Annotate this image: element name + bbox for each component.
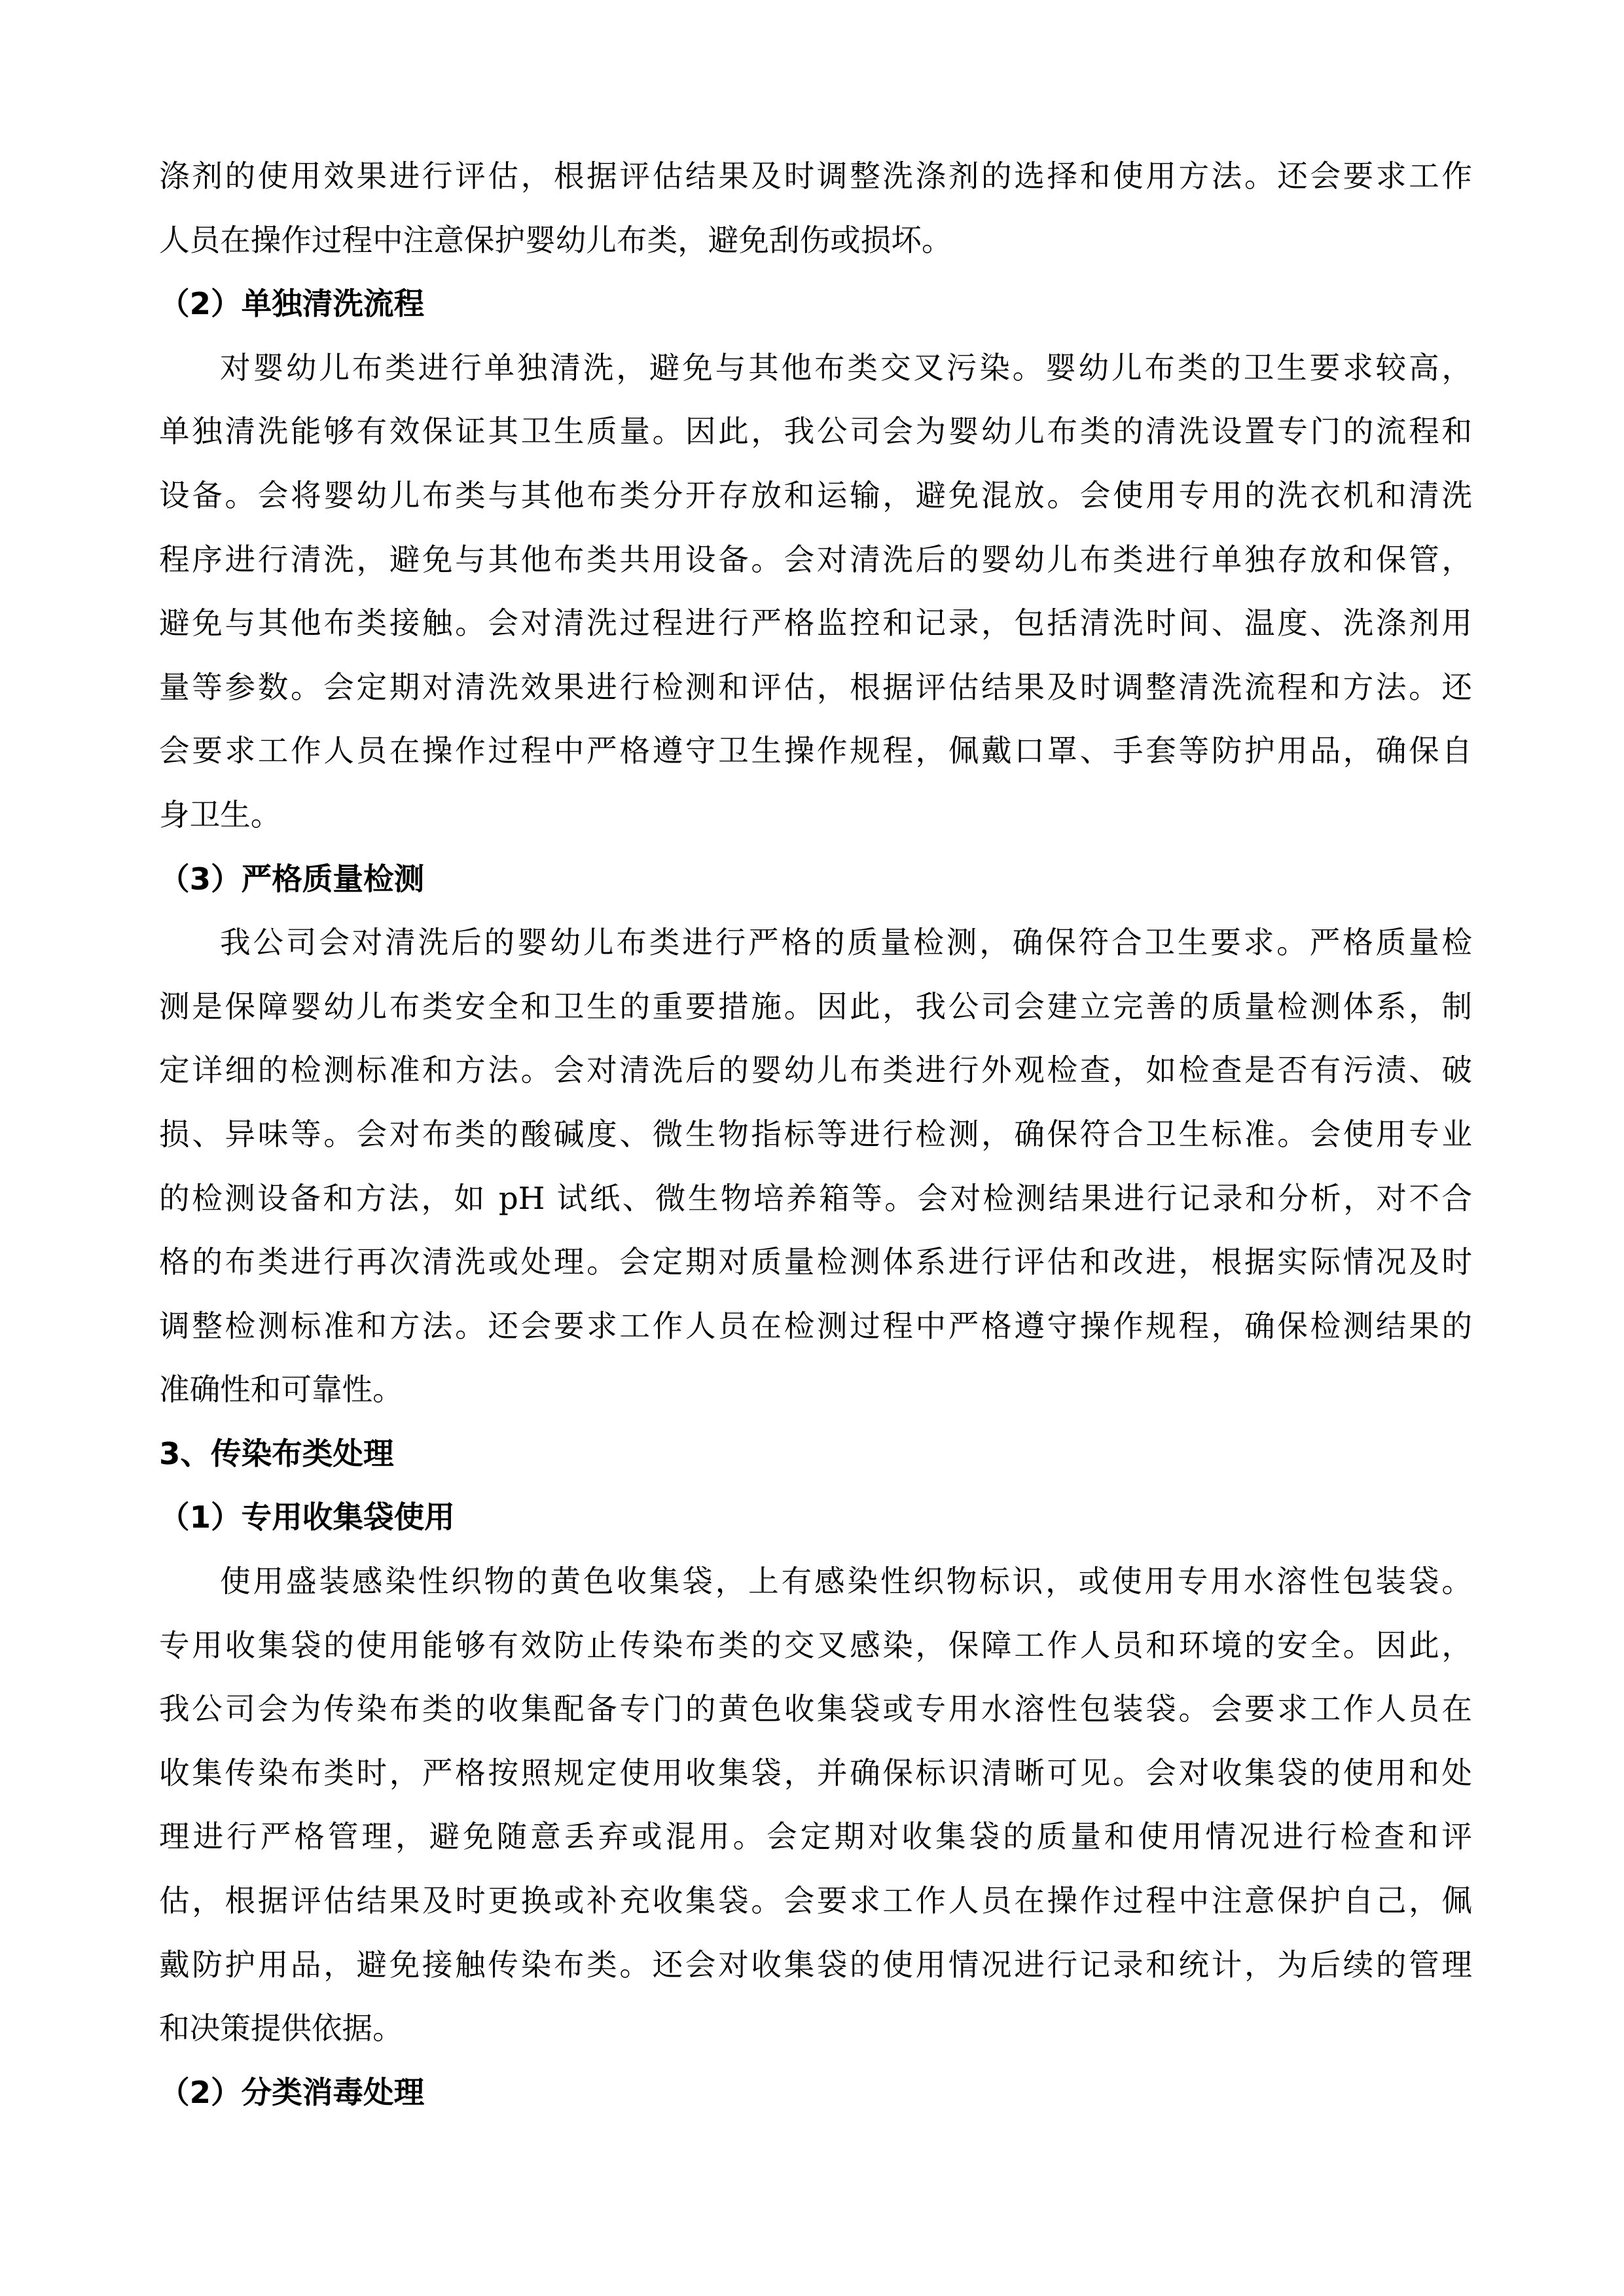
text-line: 我公司会为传染布类的收集配备专门的黄色收集袋或专用水溶性包装袋。会要求工作人员在: [159, 1691, 1472, 1727]
section-heading: （1）专用收集袋使用: [159, 1499, 455, 1535]
text-line: 调整检测标准和方法。还会要求工作人员在检测过程中严格遵守操作规程，确保检测结果的: [159, 1308, 1472, 1344]
text-line: 使用盛装感染性织物的黄色收集袋，上有感染性织物标识，或使用专用水溶性包装袋。: [220, 1564, 1472, 1600]
paragraph: [159, 145, 1472, 272]
text-line: 设备。会将婴幼儿布类与其他布类分开存放和运输，避免混放。会使用专用的洗衣机和清洗: [159, 477, 1472, 513]
text-line: 避免与其他布类接触。会对清洗过程进行严格监控和记录，包括清洗时间、温度、洗涤剂用: [159, 605, 1472, 641]
text-line: 对婴幼儿布类进行单独清洗，避免与其他布类交叉污染。婴幼儿布类的卫生要求较高，: [220, 350, 1472, 386]
text-line: 损、异味等。会对布类的酸碱度、微生物指标等进行检测，确保符合卫生标准。会使用专业: [159, 1116, 1472, 1152]
section-heading: （2）分类消毒处理: [159, 2074, 425, 2110]
text-line: 量等参数。会定期对清洗效果进行检测和评估，根据评估结果及时调整清洗流程和方法。还: [159, 669, 1472, 705]
paragraph: [159, 911, 1472, 1422]
text-line: 单独清洗能够有效保证其卫生质量。因此，我公司会为婴幼儿布类的清洗设置专门的流程和: [159, 414, 1472, 450]
text-line: 测是保障婴幼儿布类安全和卫生的重要措施。因此，我公司会建立完善的质量检测体系，制: [159, 988, 1472, 1024]
section-heading: （2）单独清洗流程: [159, 286, 425, 322]
text-line: 收集传染布类时，严格按照规定使用收集袋，并确保标识清晰可见。会对收集袋的使用和处: [159, 1755, 1472, 1791]
text-line: 涤剂的使用效果进行评估，根据评估结果及时调整洗涤剂的选择和使用方法。还会要求工作: [159, 158, 1472, 194]
section-heading: 3、传染布类处理: [159, 1435, 394, 1471]
paragraph: [159, 336, 1472, 848]
text-line: 身卫生。: [159, 797, 281, 833]
text-line: 戴防护用品，避免接触传染布类。还会对收集袋的使用情况进行记录和统计，为后续的管理: [159, 1946, 1472, 1982]
document-page: [159, 145, 1472, 2125]
text-line: 的检测设备和方法，如 pH 试纸、微生物培养箱等。会对检测结果进行记录和分析，对不合: [159, 1180, 1472, 1216]
text-line: 和决策提供依据。: [159, 2011, 403, 2047]
section-heading: （3）严格质量检测: [159, 861, 425, 897]
text-line: 估，根据评估结果及时更换或补充收集袋。会要求工作人员在操作过程中注意保护自己，佩: [159, 1883, 1472, 1919]
text-line: 人员在操作过程中注意保护婴幼儿布类，避免刮伤或损坏。: [159, 222, 952, 258]
paragraph: [159, 1550, 1472, 2061]
text-line: 定详细的检测标准和方法。会对清洗后的婴幼儿布类进行外观检查，如检查是否有污渍、破: [159, 1052, 1472, 1088]
text-line: 格的布类进行再次清洗或处理。会定期对质量检测体系进行评估和改进，根据实际情况及时: [159, 1244, 1472, 1280]
text-line: 我公司会对清洗后的婴幼儿布类进行严格的质量检测，确保符合卫生要求。严格质量检: [220, 925, 1472, 961]
text-line: 程序进行清洗，避免与其他布类共用设备。会对清洗后的婴幼儿布类进行单独存放和保管，: [159, 541, 1472, 577]
text-line: 会要求工作人员在操作过程中严格遵守卫生操作规程，佩戴口罩、手套等防护用品，确保自: [159, 733, 1472, 769]
text-line: 理进行严格管理，避免随意丢弃或混用。会定期对收集袋的质量和使用情况进行检查和评: [159, 1819, 1472, 1855]
text-line: 准确性和可靠性。: [159, 1372, 403, 1408]
text-line: 专用收集袋的使用能够有效防止传染布类的交叉感染，保障工作人员和环境的安全。因此，: [159, 1627, 1472, 1663]
